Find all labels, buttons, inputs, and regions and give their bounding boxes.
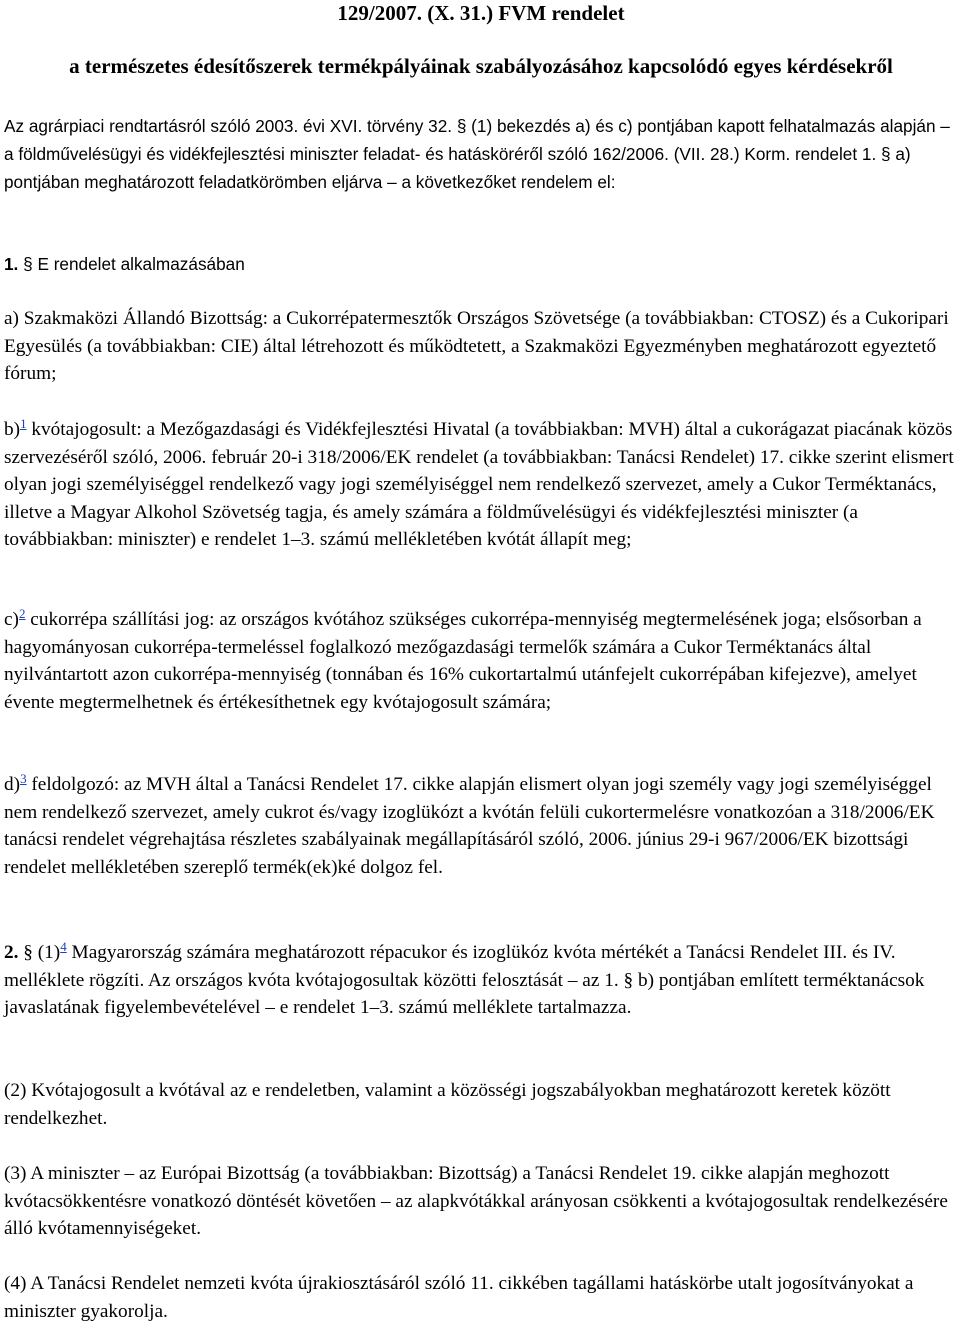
paragraph-a: a) Szakmaközi Állandó Bizottság: a Cukorrépatermesztők Országos Szövetsége (a továbbiakban: CTOSZ) és a Cukoripari Egyesülés (a továbbiakban: CIE) által létrehozott és működtetett, a Szakmaközi Egyezményben meghatározott egyeztető fórum;: [4, 308, 949, 385]
section-2-paragraph-3: (3) A miniszter – az Európai Bizottság (a továbbiakban: Bizottság) a Tanácsi Rendelet 19. cikke alapján meghozott kvótacsökkentésre vonatkozó döntését követően – az alapkvótákkal arányosan csökkenti a kvótajogosultak rendelkezésére álló kvótamennyiségeket.: [4, 1163, 948, 1240]
paragraph-text: Magyarország számára meghatározott répacukor és izoglükóz kvóta mértékét a Tanácsi Rendelet III. és IV. melléklete rögzíti. Az országos kvóta kvótajogosultak közötti felosztását – az 1. § b) pontjában említett terméktanácsok javaslatának figyelembevételével – e rendelet 1–3. számú melléklete tartalmazza.: [4, 942, 925, 1019]
section-2-paragraph-2: (2) Kvótajogosult a kvótával az e rendeletben, valamint a közösségi jogszabályokban meghatározott keretek között rendelkezhet.: [4, 1080, 891, 1129]
paragraph-text: cukorrépa szállítási jog: az országos kvótához szükséges cukorrépa-mennyiség megtermelésének joga; elsősorban a hagyományosan cukorrépa-termeléssel foglalkozó mezőgazdasági termelők számára a Cukor Terméktanács által nyilvántartott azon cukorrépa-mennyiség (tonnában és 16% cukortartalmú utánfejelt cukorrépában kifejezve), amelyet évente megtermelhetnek és értékesíthetnek egy kvótajogosult számára;: [4, 609, 922, 713]
section-1-heading: [4, 250, 245, 278]
section-2-paragraph-1: [4, 939, 958, 1022]
paragraph-label: § (1): [18, 942, 61, 963]
paragraph-b: [4, 416, 958, 554]
section-number: 1.: [4, 254, 19, 274]
paragraph-d: [4, 771, 958, 881]
document-subtitle: a természetes édesítőszerek termékpályáinak szabályozásához kapcsolódó egyes kérdésekről: [69, 54, 893, 78]
paragraph-label: c): [4, 609, 19, 630]
paragraph-label: b): [4, 419, 21, 440]
footnote-link-2[interactable]: 2: [18, 606, 26, 621]
preamble: Az agrárpiaci rendtartásról szóló 2003. évi XVI. törvény 32. § (1) bekezdés a) és c) pontjában kapott felhatalmazás alapján – a földművelésügyi és vidékfejlesztési miniszter feladat- és hatásköréről szóló 162/2006. (VII. 28.) Korm. rendelet 1. § a) pontjában meghatározott feladatkörömben eljárva – a következőket rendelem el:: [4, 116, 950, 192]
footnote-link-3[interactable]: 3: [20, 771, 27, 786]
paragraph-text: feldolgozó: az MVH által a Tanácsi Rendelet 17. cikke alapján elismert olyan jogi személy vagy jogi személyiséggel nem rendelkező szervezet, amely cukrot és/vagy izoglükózt a kvótán felüli cukortermelésre vonatkozóan a 318/2006/EK tanácsi rendelet végrehajtása részletes szabályainak megállapításáról szóló, 2006. június 29-i 967/2006/EK bizottsági rendelet mellékletében szereplő termék(ek)ké dolgoz fel.: [4, 774, 935, 878]
footnote-link-4[interactable]: 4: [60, 939, 67, 954]
paragraph-c: [4, 606, 958, 716]
section-2-paragraph-4: (4) A Tanácsi Rendelet nemzeti kvóta újrakiosztásáról szóló 11. cikkében tagállami hatáskörbe utalt jogosítványokat a miniszter gyakorolja.: [4, 1273, 914, 1322]
document-title: 129/2007. (X. 31.) FVM rendelet: [337, 1, 625, 25]
section-heading-text: § E rendelet alkalmazásában: [23, 254, 245, 274]
footnote-link-1[interactable]: 1: [20, 416, 27, 431]
section-number: 2.: [4, 942, 19, 963]
paragraph-label: d): [4, 774, 21, 795]
paragraph-text: kvótajogosult: a Mezőgazdasági és Vidékfejlesztési Hivatal (a továbbiakban: MVH) által a cukorágazat piacának közös szervezéséről szóló, 2006. február 20-i 318/2006/EK rendelet (a továbbiakban: Tanácsi Rendelet) 17. cikke szerint elismert olyan jogi személyiséggel rendelkező vagy jogi személyiséggel nem rendelkező szervezet, amely a Cukor Terméktanács, illetve a Magyar Alkohol Szövetség tagja, és amely számára a földművelésügyi és vidékfejlesztési miniszter (a továbbiakban: miniszter) e rendelet 1–3. számú mellékletében kvótát állapít meg;: [4, 419, 954, 551]
